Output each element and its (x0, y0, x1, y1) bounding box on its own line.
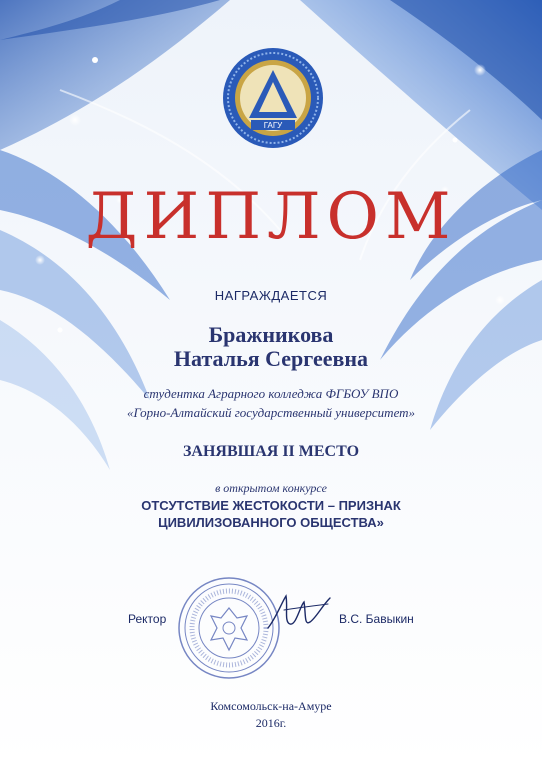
contest-title-line-2: ЦИВИЛИЗОВАННОГО ОБЩЕСТВА» (158, 515, 384, 530)
place-award: ЗАНЯВШАЯ II МЕСТО (182, 443, 360, 460)
rector-label: Ректор (128, 612, 167, 626)
rector-name: В.С. Бавыкин (339, 612, 414, 626)
rector-signature-icon (264, 588, 334, 638)
university-emblem-icon (221, 46, 325, 150)
recipient-first-names: Наталья Сергеевна (173, 346, 369, 371)
affiliation-line-2: «Горно-Алтайский государственный университет» (126, 405, 416, 420)
year: 2016г. (255, 716, 287, 730)
emblem-text: ГАГУ (263, 121, 283, 130)
diploma-title: ДИПЛОМ (85, 180, 457, 254)
affiliation-line-1: студентка Аграрного колледжа ФГБОУ ВПО (143, 386, 399, 401)
city: Комсомольск-на-Амуре (210, 699, 332, 713)
contest-title-line-1: ОТСУТСТВИЕ ЖЕСТОКОСТИ – ПРИЗНАК (141, 498, 401, 513)
contest-intro: в открытом конкурсе (215, 481, 327, 495)
awarded-label: НАГРАЖДАЕТСЯ (214, 288, 328, 303)
recipient-last-name: Бражникова (208, 322, 334, 347)
